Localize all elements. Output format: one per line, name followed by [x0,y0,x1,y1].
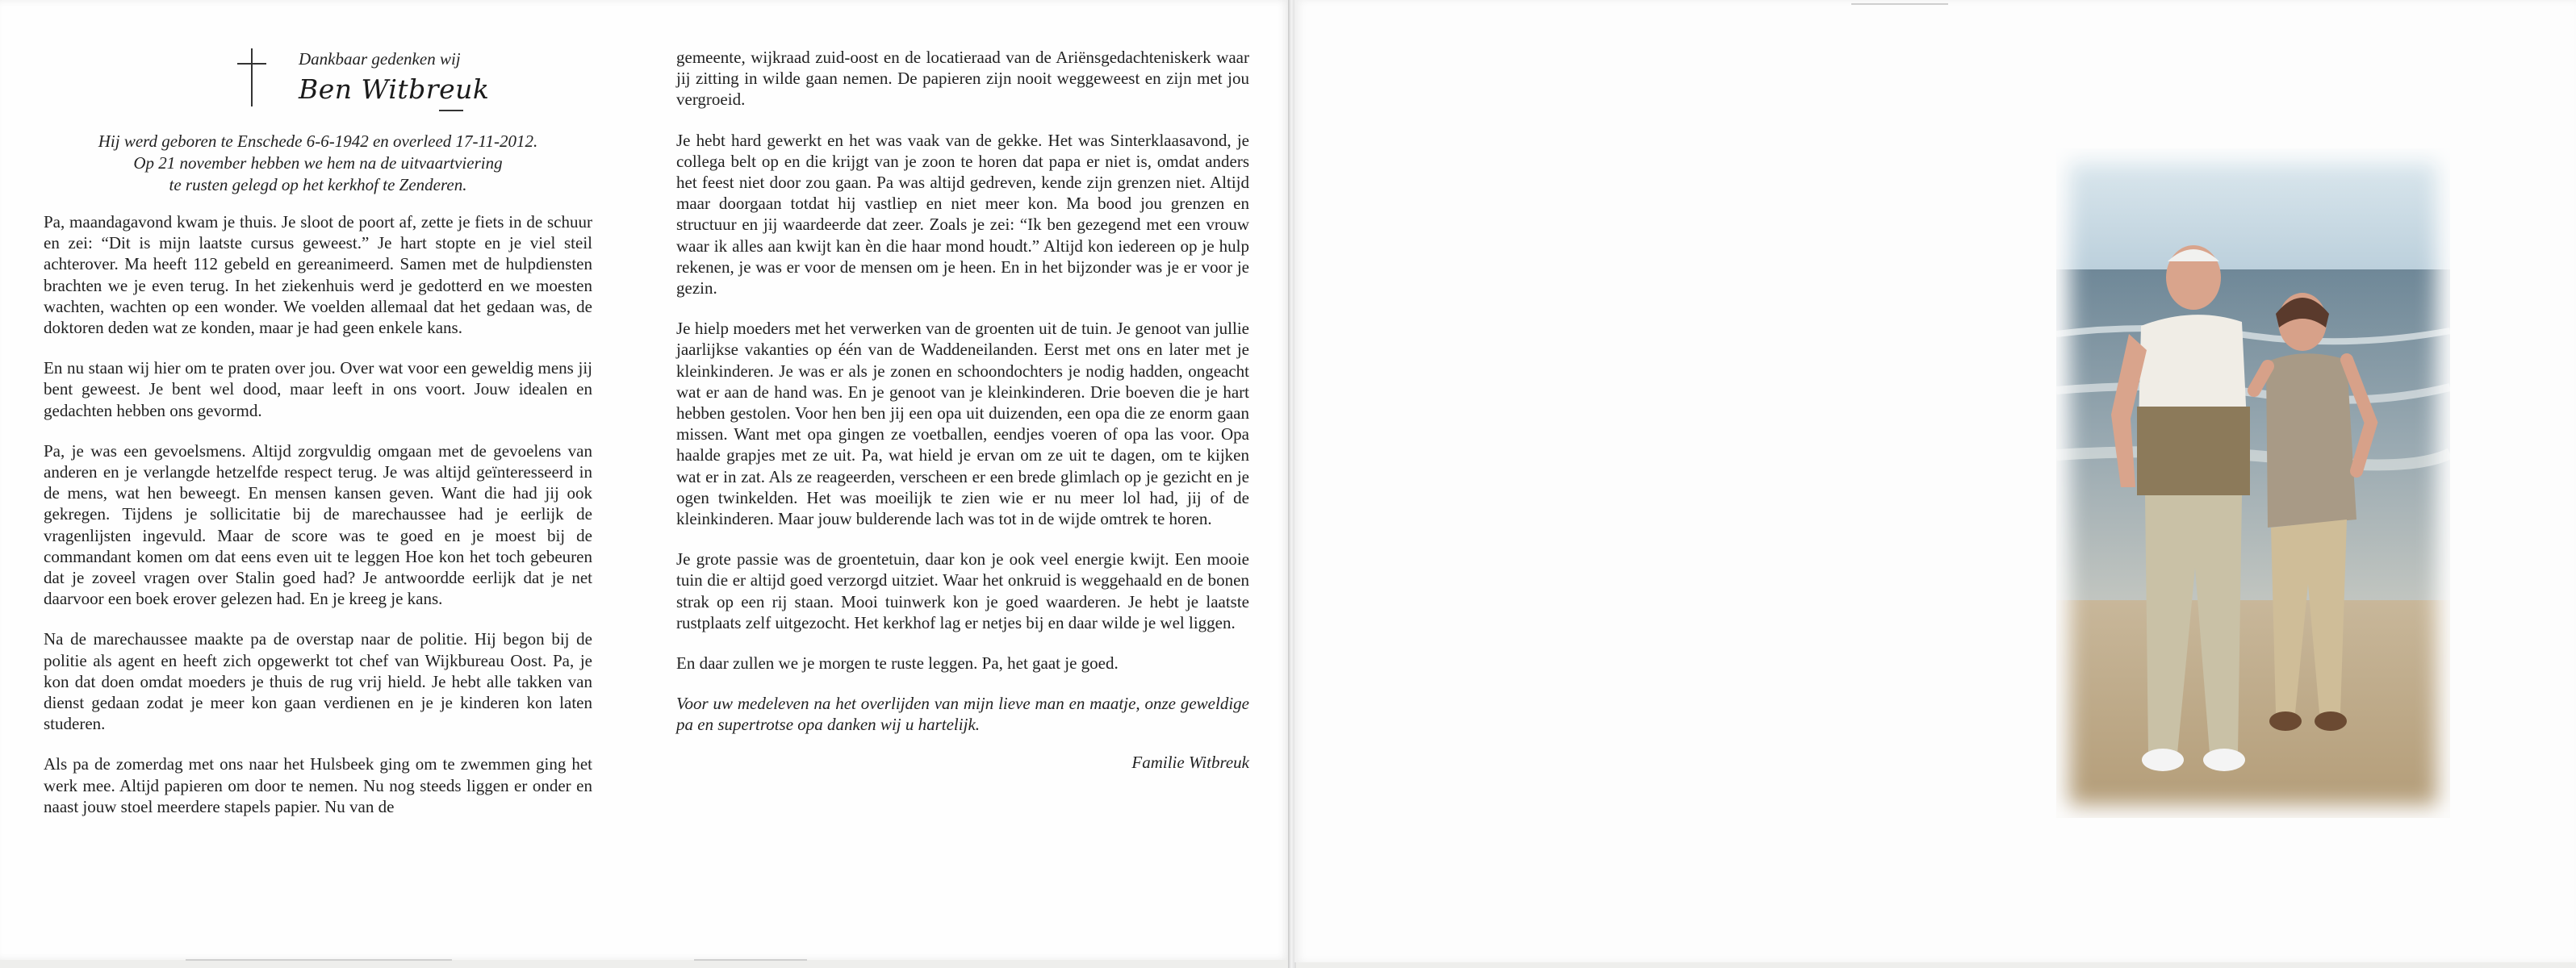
thank-you-note: Voor uw medeleven na het overlijden van mijn lieve man en maatje, onze geweldige pa en supertrotse opa danken wij u hartelijk. [676,694,1249,735]
header-intro: Dankbaar gedenken wij [299,49,461,69]
paragraph: Je grote passie was de groentetuin, daar kon je ook veel energie kwijt. Een mooie tuin die er altijd goed verzorgd uitziet. Waar het onkruid is weggehaald en de bonen strak op een rij staan. Mooi tuinwerk kon je goed waarderen. Je hebt je laatste rustplaats zelf uitgezocht. Het kerkhof lag er netjes bij en daar wilde je wel liggen. [676,549,1249,632]
memorial-card-inside-spread [0,0,1290,960]
memorial-header [44,0,592,211]
name-flourish [439,110,463,111]
middle-text-column [638,0,1290,960]
paper-edge-mark [694,959,807,961]
paper-edge-mark [1851,3,1948,5]
birth-death-info [76,131,560,196]
family-signature: Familie Witbreuk [1131,752,1249,772]
paragraph: Pa, maandagavond kwam je thuis. Je sloot de poort af, zette je fiets in de schuur en zei: “Dit is mijn laatste cursus geweest.” Je hart stopte en je viel steil achterover. Ma heeft 112 gebeld en gereanimeerd. Samen met de hulpdiensten brachten we je even terug. In het ziekenhuis werd je gedotterd en we moesten wachten, wachten op een wonder. We voelden allemaal dat het gedaan was, de doktoren deden wat ze konden, maar je had geen enkele kans. [44,212,592,338]
cross-icon [237,48,266,106]
paragraph: Als pa de zomerdag met ons naar het Hulsbeek ging om te zwemmen ging het werk mee. Altijd papieren om door te nemen. Nu nog steeds liggen er onder en naast jouw stoel meerdere stapels papier. Nu van de [44,754,592,816]
info-line: te rusten gelegd op het kerkhof te Zenderen. [169,175,467,194]
paragraph: Je hebt hard gewerkt en het was vaak van de gekke. Het was Sinterklaasavond, je collega belt op en die krijgt van je zoon te horen dat papa er niet is, omdat anders het feest niet door zou gaan. Pa was altijd gedreven, kende zijn grenzen niet. Altijd maar doorgaan totdat hij vastliep en niet meer kon. Ma bood jou grenzen en structuur en jij waardeerde dat zeer. Zoals je zei: “Ik ben gezegend met een vrouw waar ik alles aan kwijt kan èn die haar mond houdt.” Altijd kon iedereen op je hulp rekenen, je was er voor de mensen om je heen. En in het bijzonder was je er voor je gezin. [676,130,1249,298]
paper-edge-mark [186,959,452,961]
paragraph: Je hielp moeders met het verwerken van de groenten uit de tuin. Je genoot van jullie jaarlijkse vakanties op één van de Waddeneilanden. Eerst met ons en later met je kleinkinderen. Je was er als je zonen en schoondochters je nodig hadden, ongeacht wat er aan de hand was. En je genoot van je kleinkinderen. Drie boeven die je hart hebben gestolen. Voor hen ben jij een opa uit duizenden, een opa die ze enorm gaan missen. Want met opa gingen ze voetballen, eendjes voeren of opa las voor. Opa haalde grapjes met ze uit. Pa, wat hield je ervan om ze uit te dagen, om te kijken wat er in zat. Als ze reageerden, verscheen er een brede glimlach op je gezicht en je ogen twinkelden. Het was moeilijk te zien wie er nu meer lol had, jij of de kleinkinderen. Maar jouw bulderende lach was tot in de wijde omtrek te horen. [676,319,1249,529]
paragraph: Pa, je was een gevoelsmens. Altijd zorgvuldig omgaan met de gevoelens van anderen en je verlangde hetzelfde respect terug. Je was altijd geïnteresseerd in de mens, wat hen beweegt. En mensen kansen geven. Want die had jij ook gekregen. Tijdens je sollicitatie bij de marechaussee had je eerlijk de vragenlijsten ingevuld. Maar de score was te goed en je moest bij de commandant komen om dat eens even uit te leggen Hoe kon het toch gebeuren dat je zoveel vragen over Stalin goed had? Je antwoordde eerlijk dat je net daarvoor een boek erover gelezen had. En je kreeg je kans. [44,440,592,609]
info-line: Op 21 november hebben we hem na de uitvaartviering [133,153,503,173]
info-line: Hij werd geboren te Enschede 6-6-1942 en overleed 17-11-2012. [98,131,538,151]
memorial-photo-couple-on-beach [2056,148,2450,818]
paragraph: gemeente, wijkraad zuid-oost en de locatieraad van de Ariënsgedachteniskerk waar jij zitting in wilde gaan nemen. De papieren zijn nooit weggeweest en zijn met jou vergroeid. [676,48,1249,110]
deceased-name: Ben Witbreuk [299,73,490,105]
paragraph: En nu staan wij hier om te praten over jou. Over wat voor een geweldig mens jij bent geweest. Je bent wel dood, maar leeft in ons voort. Jouw idealen en gedachten hebben ons gevormd. [44,358,592,420]
paragraph: Na de marechaussee maakte pa de overstap naar de politie. Hij begon bij de politie als agent en heeft zich opgewerkt tot chef van Wijkbureau Oost. Pa, je kon dat doen omdat moeders je thuis de rug vrij hield. Je hebt alle takken van dienst gedaan zodat je meer kon gaan verdienen en je je kinderen kon laten studeren. [44,629,592,734]
paragraph: En daar zullen we je morgen te ruste leggen. Pa, het gaat je goed. [676,653,1119,674]
left-text-column [0,0,638,960]
